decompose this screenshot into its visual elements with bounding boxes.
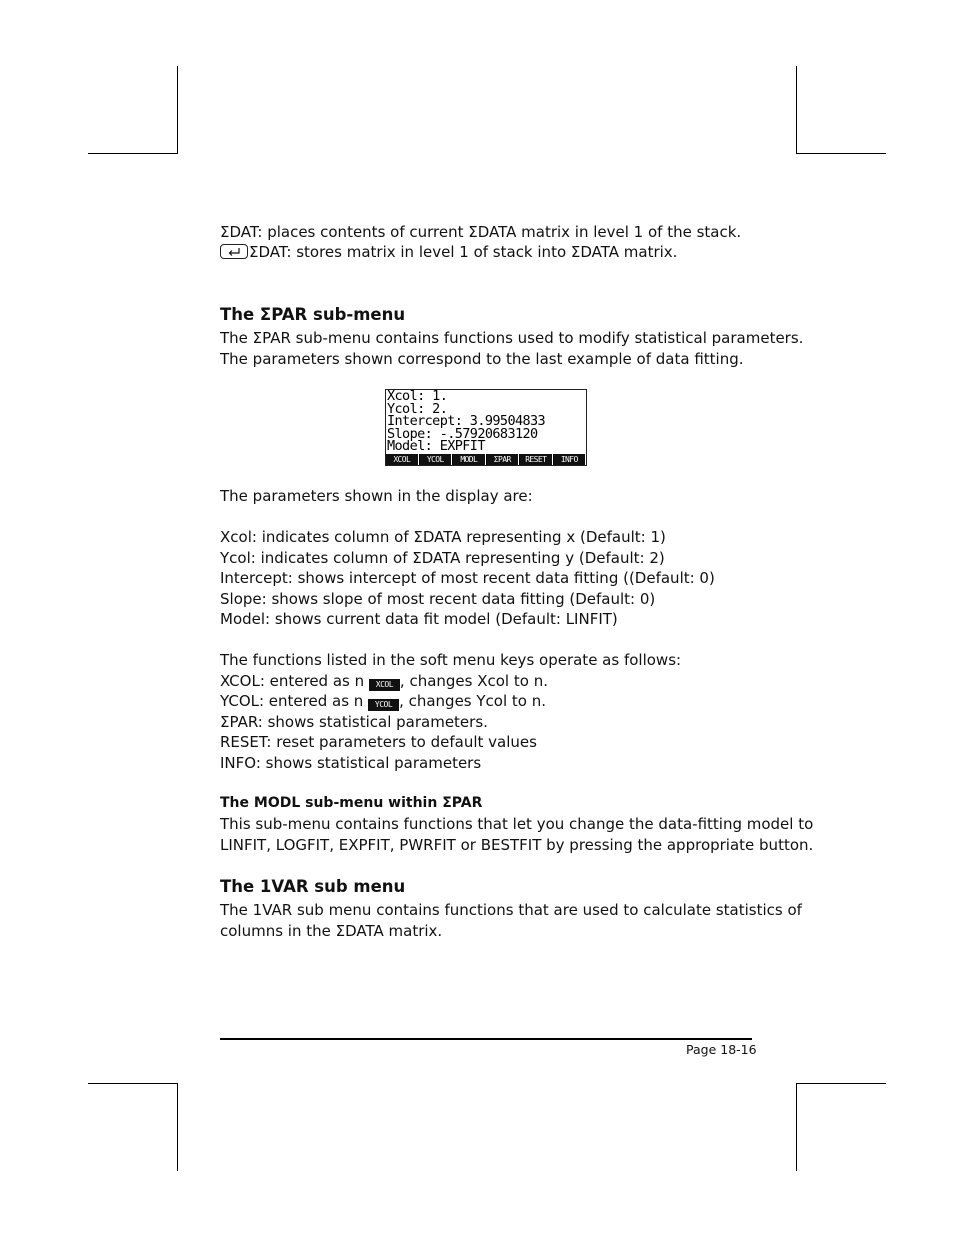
function-spar: ΣPAR: shows statistical parameters. xyxy=(220,713,488,731)
soft-key-info[interactable]: INFO xyxy=(554,454,587,465)
sdat-description: ΣDAT: places contents of current ΣDATA matrix in level 1 of the stack. xyxy=(220,223,742,241)
functions-intro: The functions listed in the soft menu keys operate as follows: xyxy=(220,651,682,669)
param-item: Intercept: shows intercept of most recent data fitting ((Default: 0) xyxy=(220,569,715,587)
soft-menu-bar xyxy=(386,454,586,465)
soft-key-modl[interactable]: MODL xyxy=(453,454,486,465)
subsection-heading-modl: The MODL sub-menu within ΣPAR xyxy=(220,795,483,811)
paragraph: The parameters shown correspond to the last example of data fitting. xyxy=(220,350,744,368)
soft-key-reset[interactable]: RESET xyxy=(520,454,553,465)
section-heading-spar: The ΣPAR sub-menu xyxy=(220,305,406,324)
sdat-store-text: ΣDAT: stores matrix in level 1 of stack into ΣDATA matrix. xyxy=(249,243,678,261)
paragraph: The ΣPAR sub-menu contains functions used to modify statistical parameters. xyxy=(220,329,804,347)
paragraph: columns in the ΣDATA matrix. xyxy=(220,922,443,940)
left-shift-key-icon xyxy=(220,244,248,259)
screen-line: Ycol: 2. xyxy=(387,400,448,417)
footer-rule xyxy=(220,1038,752,1040)
soft-key-ycol[interactable]: YCOL xyxy=(420,454,453,465)
param-item: Xcol: indicates column of ΣDATA representing x (Default: 1) xyxy=(220,528,666,546)
crop-mark xyxy=(796,1083,797,1171)
screen-line: Intercept: 3.99504833 xyxy=(387,413,546,429)
crop-mark xyxy=(88,153,178,154)
sdat-store-description xyxy=(220,242,677,263)
ycol-softkey-icon: YCOL xyxy=(368,699,399,711)
crop-mark xyxy=(177,66,178,154)
crop-mark xyxy=(88,1083,178,1084)
screen-line: Model: EXPFIT xyxy=(387,438,485,454)
function-reset: RESET: reset parameters to default values xyxy=(220,733,537,751)
crop-mark xyxy=(796,153,886,154)
param-item: Ycol: indicates column of ΣDATA representing y (Default: 2) xyxy=(220,549,665,567)
screen-line: Xcol: 1. xyxy=(387,389,448,404)
screen-line: Slope: -.57920683120 xyxy=(387,425,538,442)
crop-mark xyxy=(796,1083,886,1084)
calculator-screen xyxy=(385,389,587,466)
paragraph: The 1VAR sub menu contains functions that are used to calculate statistics of xyxy=(220,901,802,919)
page-number: Page 18-16 xyxy=(686,1042,757,1057)
soft-key-spar[interactable]: ΣPAR xyxy=(487,454,520,465)
param-item: Slope: shows slope of most recent data fitting (Default: 0) xyxy=(220,590,656,608)
xcol-softkey-icon: XCOL xyxy=(369,679,400,691)
function-xcol: XCOL: entered as n XCOL , changes Xcol to n. xyxy=(220,672,548,690)
params-intro: The parameters shown in the display are: xyxy=(220,487,533,505)
param-item: Model: shows current data fit model (Default: LINFIT) xyxy=(220,610,618,628)
function-ycol: YCOL: entered as n YCOL , changes Ycol to n. xyxy=(220,692,547,710)
crop-mark xyxy=(796,66,797,154)
crop-mark xyxy=(177,1083,178,1171)
function-info: INFO: shows statistical parameters xyxy=(220,754,482,772)
paragraph: LINFIT, LOGFIT, EXPFIT, PWRFIT or BESTFIT by pressing the appropriate button. xyxy=(220,836,814,854)
soft-key-xcol[interactable]: XCOL xyxy=(386,454,419,465)
paragraph: This sub-menu contains functions that let you change the data-fitting model to xyxy=(220,815,814,833)
section-heading-1var: The 1VAR sub menu xyxy=(220,877,406,896)
